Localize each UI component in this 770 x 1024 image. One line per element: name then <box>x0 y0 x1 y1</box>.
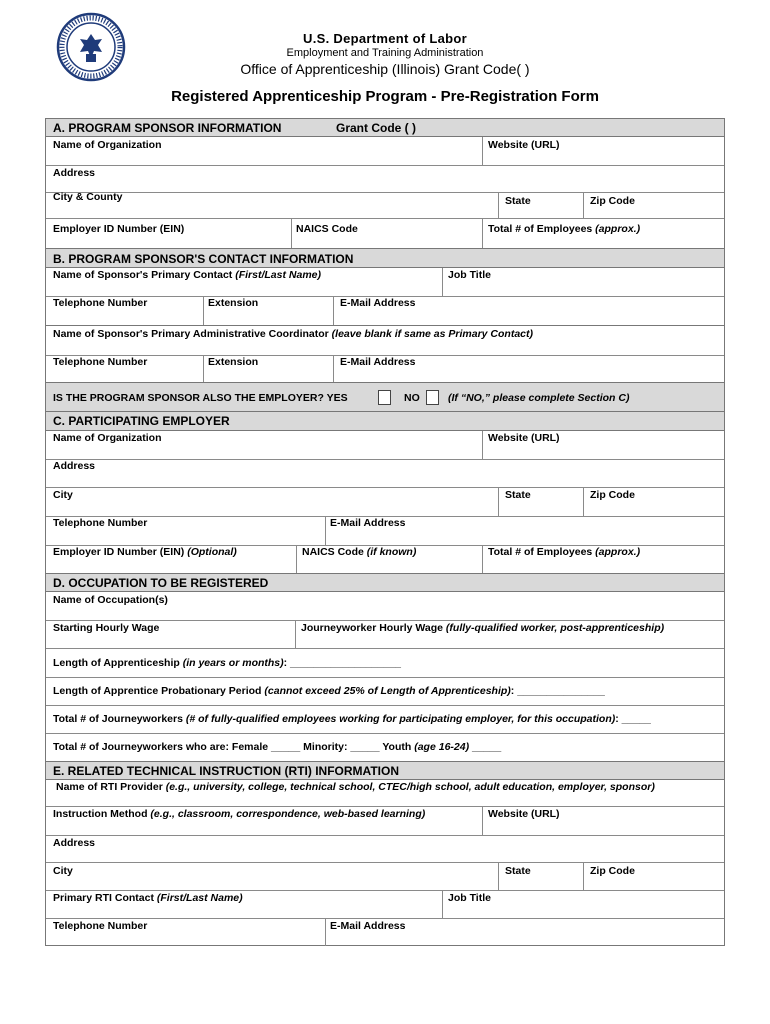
sub-agency-name: Employment and Training Administration <box>286 47 484 59</box>
e-city-label: City <box>53 865 73 877</box>
c-naics-label: NAICS Code (if known) <box>302 546 417 558</box>
b-extension2-label: Extension <box>208 356 259 368</box>
d-length-label: Length of Apprenticeship (in years or months): ___________________ <box>53 657 402 669</box>
c-employees-label: Total # of Employees (approx.) <box>488 546 641 558</box>
section-c-header <box>46 412 724 431</box>
e-state-label: State <box>505 865 531 877</box>
b-no-label: NO <box>404 392 420 404</box>
e-provider-label: Name of RTI Provider (e.g., university, college, technical school, CTEC/high school, adult education, employer, sponsor) <box>56 781 655 793</box>
b-job-title-label: Job Title <box>448 269 491 281</box>
form-container <box>45 118 725 946</box>
c-telephone-label: Telephone Number <box>53 517 148 529</box>
c-address-label: Address <box>53 460 96 472</box>
a-ein-label: Employer ID Number (EIN) <box>53 223 185 235</box>
a-employees-label: Total # of Employees (approx.) <box>488 223 641 235</box>
a-state-label: State <box>505 195 531 207</box>
e-website-label: Website (URL) <box>488 808 560 820</box>
b-admin-coord-label: Name of Sponsor's Primary Administrative Coordinator (leave blank if same as Primary Contact) <box>53 328 534 340</box>
a-website-label: Website (URL) <box>488 139 560 151</box>
e-email-label: E-Mail Address <box>330 920 406 932</box>
section-d-title: D. OCCUPATION TO BE REGISTERED <box>53 576 269 590</box>
section-a-header <box>46 118 724 137</box>
a-org-name-label: Name of Organization <box>53 139 162 151</box>
c-ein-label: Employer ID Number (EIN) (Optional) <box>53 546 237 558</box>
c-zip-label: Zip Code <box>590 489 635 501</box>
b-primary-contact-label: Name of Sponsor's Primary Contact (First/Last Name) <box>53 269 321 281</box>
c-website-label: Website (URL) <box>488 432 560 444</box>
c-email-label: E-Mail Address <box>330 517 406 529</box>
agency-name: U.S. Department of Labor <box>303 31 467 46</box>
d-jw-who-label: Total # of Journeyworkers who are: Female _____ Minority: _____ Youth (age 16-24) _____ <box>53 741 502 753</box>
b-employer-question: IS THE PROGRAM SPONSOR ALSO THE EMPLOYER? YES <box>53 392 348 404</box>
e-contact-label: Primary RTI Contact (First/Last Name) <box>53 892 243 904</box>
c-org-name-label: Name of Organization <box>53 432 162 444</box>
b-email-label: E-Mail Address <box>340 297 416 309</box>
d-jw-wage-label: Journeyworker Hourly Wage (fully-qualified worker, post-apprenticeship) <box>301 622 665 634</box>
b-email2-label: E-Mail Address <box>340 356 416 368</box>
section-d-header <box>46 573 724 592</box>
a-naics-label: NAICS Code <box>296 223 358 235</box>
e-method-label: Instruction Method (e.g., classroom, correspondence, web-based learning) <box>53 808 426 820</box>
c-state-label: State <box>505 489 531 501</box>
d-start-wage-label: Starting Hourly Wage <box>53 622 160 634</box>
d-occupation-label: Name of Occupation(s) <box>53 594 168 606</box>
a-zip-label: Zip Code <box>590 195 635 207</box>
e-telephone-label: Telephone Number <box>53 920 148 932</box>
d-total-jw-label: Total # of Journeyworkers (# of fully-qualified employees working for participating employer, for this occupation): _____ <box>53 713 651 725</box>
a-address-label: Address <box>53 167 96 179</box>
c-city-label: City <box>53 489 73 501</box>
e-zip-label: Zip Code <box>590 865 635 877</box>
e-address-label: Address <box>53 837 96 849</box>
b-no-note: (If “NO,” please complete Section C) <box>448 392 630 404</box>
d-probation-label: Length of Apprentice Probationary Period (cannot exceed 25% of Length of Apprenticeship): _______________ <box>53 685 605 697</box>
section-b-header <box>46 248 724 268</box>
section-a-grant-code: Grant Code ( ) <box>336 121 416 135</box>
a-city-county-label: City & County <box>53 191 123 203</box>
form-title: Registered Apprenticeship Program - Pre-Registration Form <box>171 88 599 105</box>
section-e-title: E. RELATED TECHNICAL INSTRUCTION (RTI) INFORMATION <box>53 764 399 778</box>
section-e-header <box>46 761 724 780</box>
b-telephone2-label: Telephone Number <box>53 356 148 368</box>
b-extension-label: Extension <box>208 297 259 309</box>
yes-checkbox[interactable] <box>378 390 391 405</box>
section-a-title: A. PROGRAM SPONSOR INFORMATION <box>53 121 282 135</box>
office-line: Office of Apprenticeship (Illinois) Grant Code( ) <box>240 61 530 77</box>
e-job-title-label: Job Title <box>448 892 491 904</box>
section-b-title: B. PROGRAM SPONSOR'S CONTACT INFORMATION <box>53 252 354 266</box>
no-checkbox[interactable] <box>426 390 439 405</box>
section-c-title: C. PARTICIPATING EMPLOYER <box>53 414 230 428</box>
b-telephone-label: Telephone Number <box>53 297 148 309</box>
